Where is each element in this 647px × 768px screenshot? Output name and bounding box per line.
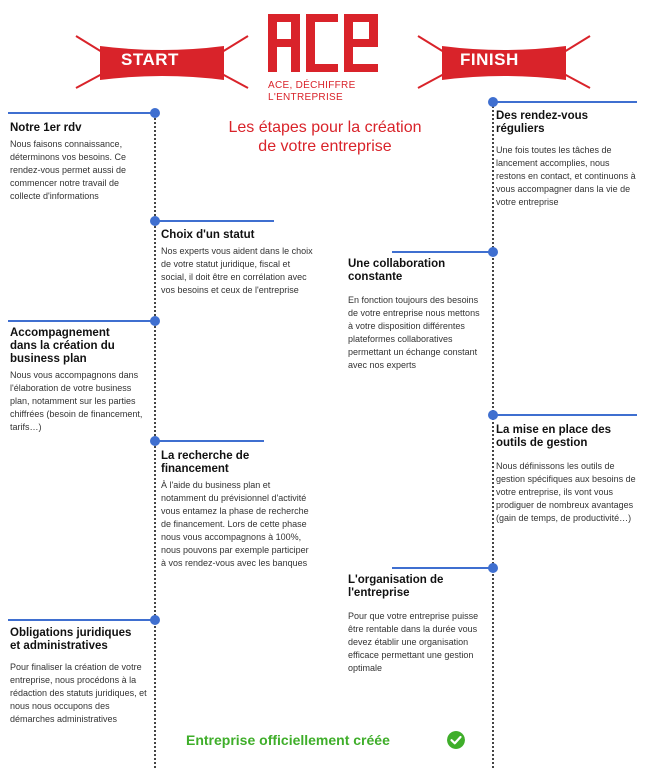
connector-organisation [392,567,492,569]
page-title [190,118,460,156]
step-title-collaboration-line2: constante [348,271,403,283]
step-title-financement [161,450,311,476]
step-text-outils: Nous définissons les outils de gestion spécifiques aux besoins de votre entreprise, ils vont vous prodiguer de nombreux avantages (gain de temps, de productivité…) [496,461,636,523]
timeline-dot-obligations [150,615,160,625]
connector-reguliers [492,101,637,103]
tagline [268,80,356,104]
step-title-obligations [10,627,152,653]
step-title-statut: Choix d'un statut [161,229,255,241]
final-label: Entreprise officiellement créée [186,732,390,748]
step-title-obligations-line1: Obligations juridiques [10,627,132,639]
step-title-reguliers [496,110,636,136]
step-text-rdv: Nous faisons connaissance, déterminons vos besoins. Ce rendez-vous permet aussi de commencer notre travail de collecte d'informations [10,139,127,201]
timeline-dot-accompagnement [150,316,160,326]
step-title-accompagnement [10,327,150,366]
step-title-obligations-line2: et administratives [10,640,108,652]
timeline-dot-collaboration [488,247,498,257]
timeline-dot-organisation [488,563,498,573]
start-label: START [121,50,179,69]
step-title-financement-line2: financement [161,463,229,475]
step-title-accompagnement-line3: business plan [10,353,87,365]
finish-label: FINISH [460,50,519,69]
step-title-collaboration [348,258,488,284]
connector-financement [154,440,264,442]
timeline-dot-rdv [150,108,160,118]
step-text-collaboration: En fonction toujours des besoins de votre entreprise nous mettons à votre disposition différentes plateformes collaboratives permettant un échange constant avec nos experts [348,295,480,370]
connector-obligations [8,619,154,621]
connector-rdv [8,112,154,114]
step-title-accompagnement-line2: dans la création du [10,340,115,352]
tagline-line1: ACE, DÉCHIFFRE [268,80,356,91]
step-title-rdv: Notre 1er rdv [10,122,82,134]
step-text-financement: À l'aide du business plan et notamment du prévisionnel d'activité vous entamez la phase de recherche de financement. Lors de cette phase nous vous accompagnons à 100%, nous pouvons par exemple participer à vos rendez-vous avec les banques [161,480,309,568]
step-text-accompagnement: Nous vous accompagnons dans l'élaboration de votre business plan, notamment sur les parties chiffrées (besoin de financement, tarifs…) [10,370,143,432]
step-title-reguliers-line2: réguliers [496,123,545,135]
step-title-outils-line1: La mise en place des [496,424,612,436]
step-title-reguliers-line1: Des rendez-vous [496,110,589,122]
step-text-statut: Nos experts vous aident dans le choix de votre statut juridique, fiscal et social, il doit être en corrélation avec vos besoins et ceux de l'entreprise [161,246,313,295]
step-title-accompagnement-line1: Accompagnement [10,327,110,339]
ace-logo [268,14,378,72]
connector-outils [492,414,637,416]
connector-statut [154,220,274,222]
step-title-organisation-line1: L'organisation de [348,574,444,586]
tagline-line2: L'ENTREPRISE [268,92,343,103]
step-title-outils-line2: outils de gestion [496,437,588,449]
step-text-obligations: Pour finaliser la création de votre entreprise, nous procédons à la rédaction des statuts juridiques, et nous nous occupons des démarches administratives [10,662,147,724]
check-icon [447,731,465,749]
connector-accompagnement [8,320,154,322]
step-title-collaboration-line1: Une collaboration [348,258,446,270]
page-title-line2: de votre entreprise [258,138,392,155]
step-title-financement-line1: La recherche de [161,450,250,462]
finish-timeline [492,102,494,768]
step-title-organisation-line2: l'entreprise [348,587,410,599]
step-title-organisation [348,574,488,600]
step-text-organisation: Pour que votre entreprise puisse être rentable dans la durée vous devez établir une organisation efficace permettant une gestion optimale [348,611,479,673]
page-title-line1: Les étapes pour la création [228,119,422,136]
connector-collaboration [392,251,492,253]
step-text-reguliers: Une fois toutes les tâches de lancement accomplies, nous restons en contact, et continuons à vous accompagner dans la vie de votre entreprise [496,145,636,207]
step-title-outils [496,424,641,450]
